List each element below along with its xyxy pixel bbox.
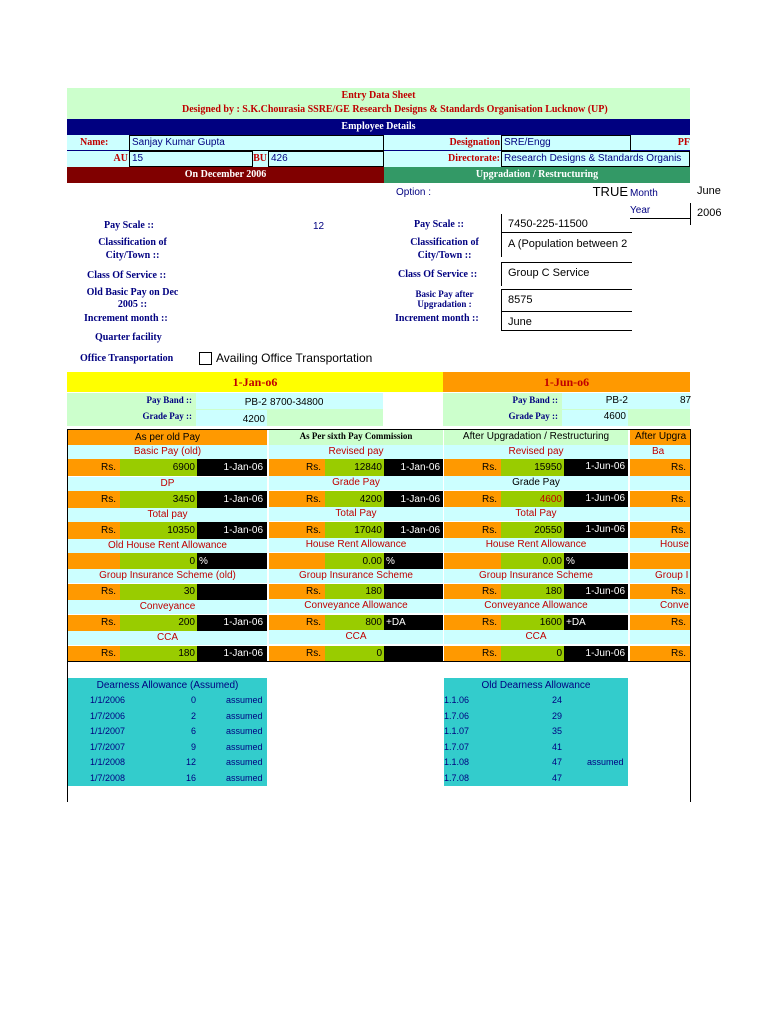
col1-dp-value: 3450 — [120, 491, 197, 508]
col1-hra-label: Old House Rent Allowance — [68, 539, 267, 553]
da-row-note — [587, 727, 632, 738]
col2-grade-rs: Rs. — [269, 491, 325, 508]
pay-band-code-right: PB-2 — [605, 395, 628, 406]
col3-grade-date: 1-Jun-06 — [564, 491, 628, 508]
da-row-value: 47 — [551, 757, 562, 767]
col3-conv-rs: Rs. — [444, 615, 501, 631]
da-row-value: 41 — [551, 741, 562, 752]
month-label: Month — [630, 188, 658, 199]
da-row-note — [587, 743, 632, 754]
col4-conv-rs: Rs. — [630, 615, 690, 631]
col2-grade-label: Grade Pay — [269, 476, 443, 490]
col4-basic-label: Ba — [630, 445, 690, 459]
col3-revised-label: Revised pay — [444, 445, 628, 459]
da-old-title: Old Dearness Allowance — [481, 680, 591, 691]
da-row-date: 1.7.07 — [444, 741, 470, 752]
month-value[interactable]: June — [697, 185, 721, 197]
col4-gis-rs: Rs. — [630, 584, 690, 600]
pay-band-code-left: PB-2 — [244, 397, 267, 408]
da-row-date: 1/1/2008 — [90, 757, 126, 767]
da-row-value: 35 — [551, 726, 562, 736]
col3-header: After Upgradation / Restructuring — [444, 430, 628, 445]
col3-total-date: 1-Jun-06 — [564, 522, 628, 539]
transport-checkbox[interactable] — [199, 352, 212, 365]
da-row-note: assumed — [226, 772, 263, 783]
da-row-note — [587, 774, 632, 785]
col2-hra-value: 0.00 — [325, 553, 384, 569]
col3-hra-label: House Rent Allowance — [444, 538, 628, 552]
increment-label-left: Increment month :: — [84, 313, 168, 324]
da-row-note — [587, 712, 632, 723]
col2-header: As Per sixth Pay Commission — [269, 430, 443, 445]
bu-label: BU — [253, 153, 267, 164]
col1-cca-value: 180 — [120, 646, 197, 661]
col2-cca-value: 0 — [325, 646, 384, 661]
col4-gis-label: Group I — [630, 569, 690, 583]
col4-row3-label — [630, 507, 690, 521]
quarter-label: Quarter facility — [95, 332, 162, 343]
col3-grade-rs: Rs. — [444, 491, 501, 508]
col3-hra-value: 0.00 — [501, 553, 564, 569]
da-row-value: 2 — [190, 710, 196, 721]
da-row-date: 1/1/2007 — [90, 726, 126, 736]
col1-gis-blank — [197, 584, 267, 600]
col3-gis-rs: Rs. — [444, 584, 501, 600]
option-label: Option : — [396, 187, 432, 198]
col3-total-value: 20550 — [501, 522, 564, 539]
col2-cca-label: CCA — [269, 630, 443, 644]
classification-label-right-2: City/Town :: — [417, 250, 472, 261]
designation-label: Designation — [449, 137, 500, 148]
col1-gis-rs: Rs. — [68, 584, 120, 600]
da-row-date: 1.1.08 — [444, 757, 470, 767]
col3-gis-label: Group Insurance Scheme — [444, 569, 628, 583]
col2-conv-value: 800 — [325, 615, 384, 631]
col3-conv-extra: +DA — [564, 615, 628, 631]
pay-scale-value-right[interactable]: 7450-225-11500 — [501, 214, 632, 233]
col4-row3-rs: Rs. — [630, 522, 690, 539]
col1-cca-label: CCA — [68, 631, 267, 645]
col2-total-rs: Rs. — [269, 522, 325, 539]
au-field[interactable]: 15 — [129, 151, 253, 167]
da-row-value: 0 — [190, 695, 196, 705]
da-row-note: assumed — [226, 695, 263, 705]
col1-conv-date: 1-Jan-06 — [197, 615, 267, 631]
pay-band-range-left: 8700-34800 — [270, 397, 324, 408]
directorate-label: Directorate: — [447, 153, 500, 164]
da-row-date: 1/1/2006 — [90, 695, 126, 705]
classification-value-right[interactable]: A (Population between 2 — [501, 233, 632, 257]
col1-conv-label: Conveyance — [68, 600, 267, 614]
da-frame-right-line — [690, 662, 691, 802]
col2-hra-rs — [269, 553, 325, 569]
col1-gis-value: 30 — [120, 584, 197, 600]
col1-hra-unit: % — [197, 553, 267, 569]
grade-pay-box-right: 4600 — [562, 410, 628, 426]
col2-cca-blank — [384, 646, 443, 661]
grade-pay-label-left: Grade Pay :: — [142, 411, 192, 421]
col1-conv-value: 200 — [120, 615, 197, 631]
col4-hra-rs — [630, 553, 690, 569]
col3-revised-rs: Rs. — [444, 459, 501, 476]
da-row-value: 9 — [190, 741, 196, 752]
col4-row7-label — [630, 630, 690, 644]
increment-value-right[interactable]: June — [501, 311, 632, 331]
da-row-date: 1.7.08 — [444, 772, 470, 783]
col1-total-value: 10350 — [120, 522, 197, 539]
col2-gis-value: 180 — [325, 584, 384, 600]
col3-hra-unit: % — [564, 553, 628, 569]
sheet-title: Entry Data Sheet — [341, 90, 416, 101]
designation-field[interactable]: SRE/Engg — [501, 135, 631, 151]
old-basic-label-1: Old Basic Pay on Dec — [86, 287, 179, 298]
pay-band-label-right: Pay Band :: — [512, 395, 558, 405]
year-divider — [630, 218, 690, 219]
employee-details-bar: Employee Details — [67, 119, 690, 135]
designed-by: Designed by : S.K.Chourasia SSRE/GE Research Designs & Standards Organisation Lucknow (UP) — [182, 104, 608, 115]
da-row-note: assumed — [226, 757, 263, 767]
col1-basic-rs: Rs. — [68, 459, 120, 476]
band-left-date: 1-Jan-o6 — [67, 372, 443, 392]
da-row-date: 1/7/2008 — [90, 772, 126, 783]
col1-cca-date: 1-Jan-06 — [197, 646, 267, 661]
year-label: Year — [630, 205, 651, 216]
col2-cca-rs: Rs. — [269, 646, 325, 661]
col3-total-rs: Rs. — [444, 522, 501, 539]
col1-basic-date: 1-Jan-06 — [197, 459, 267, 476]
col3-grade-value: 4600 — [501, 491, 564, 508]
class-service-value-right[interactable]: Group C Service — [501, 262, 632, 286]
basic-after-label-1: Basic Pay after — [415, 289, 474, 299]
col3-cca-date: 1-Jun-06 — [564, 646, 628, 661]
col4-row2-rs: Rs. — [630, 491, 690, 508]
year-value[interactable]: 2006 — [697, 207, 722, 219]
name-field[interactable]: Sanjay Kumar Gupta — [129, 135, 384, 151]
col3-cca-rs: Rs. — [444, 646, 501, 661]
col3-cca-label: CCA — [444, 630, 628, 644]
classification-label-left-1: Classification of — [98, 237, 167, 248]
col2-total-date: 1-Jan-06 — [384, 522, 443, 539]
col1-basic-label: Basic Pay (old) — [68, 445, 267, 459]
col1-header: As per old Pay — [68, 430, 267, 445]
da-row-value: 16 — [185, 772, 196, 783]
directorate-field[interactable]: Research Designs & Standards Organis — [501, 151, 690, 167]
col3-grade-label: Grade Pay — [444, 476, 628, 490]
col4-conv-label: Conve — [630, 599, 690, 613]
col3-conv-label: Conveyance Allowance — [444, 599, 628, 613]
classification-label-right-1: Classification of — [410, 237, 479, 248]
col3-conv-value: 1600 — [501, 615, 564, 631]
col2-total-label: Total Pay — [269, 507, 443, 521]
grade-pay-box-left: 4200 — [196, 410, 267, 426]
col2-conv-rs: Rs. — [269, 615, 325, 631]
da-assumed-title: Dearness Allowance (Assumed) — [96, 680, 239, 691]
col1-dp-date: 1-Jan-06 — [197, 491, 267, 508]
col2-gis-rs: Rs. — [269, 584, 325, 600]
col4-header: After Upgra — [630, 430, 690, 445]
increment-label-right: Increment month :: — [395, 313, 479, 324]
col2-conv-extra: +DA — [384, 615, 443, 631]
name-label: Name: — [80, 137, 109, 148]
au-label: AU — [113, 153, 128, 164]
old-basic-label-2: 2005 :: — [117, 299, 148, 310]
col1-total-rs: Rs. — [68, 522, 120, 539]
section-upgradation: Upgradation / Restructuring — [384, 167, 690, 183]
col2-hra-unit: % — [384, 553, 443, 569]
da-row-value: 24 — [551, 695, 562, 705]
pay-scale-label-left: Pay Scale :: — [104, 220, 154, 231]
col3-cca-value: 0 — [501, 646, 564, 661]
pay-scale-label-right: Pay Scale :: — [414, 219, 464, 230]
option-value[interactable]: TRUE — [592, 184, 628, 199]
pay-band-label-left: Pay Band :: — [146, 395, 192, 405]
class-service-label-right: Class Of Service :: — [398, 269, 478, 280]
da-row-note — [587, 696, 632, 707]
col2-total-value: 17040 — [325, 522, 384, 539]
col3-hra-rs — [444, 553, 501, 569]
da-row-date: 1.7.06 — [444, 710, 470, 721]
col2-conv-label: Conveyance Allowance — [269, 599, 443, 613]
col2-revised-rs: Rs. — [269, 459, 325, 476]
da-row-note: assumed — [226, 710, 263, 721]
col1-hra-value[interactable]: 0 — [120, 553, 197, 569]
pay-band-range-right: 87 — [680, 395, 692, 406]
pay-scale-value-left[interactable]: 12 — [313, 221, 325, 232]
da-row-note: assumed — [226, 741, 263, 752]
band-right-date: 1-Jun-o6 — [443, 372, 690, 392]
col4-basic-rs: Rs. — [630, 459, 690, 476]
col3-gis-value: 180 — [501, 584, 564, 600]
basic-after-label-2: Upgradation : — [417, 299, 472, 309]
col4-row2-label — [630, 476, 690, 490]
da-row-note: assumed — [587, 757, 624, 767]
col4-cca-rs: Rs. — [630, 646, 690, 661]
da-row-value: 47 — [551, 772, 562, 783]
bu-field[interactable]: 426 — [268, 151, 384, 167]
basic-after-value[interactable]: 8575 — [501, 289, 632, 311]
classification-label-left-2: City/Town :: — [105, 250, 160, 261]
pf-label: PF — [677, 137, 690, 148]
col2-gis-blank — [384, 584, 443, 600]
col2-hra-label: House Rent Allowance — [269, 538, 443, 552]
col2-gis-label: Group Insurance Scheme — [269, 569, 443, 583]
col1-total-date: 1-Jan-06 — [197, 522, 267, 539]
da-row-date: 1.1.07 — [444, 726, 470, 736]
da-row-note: assumed — [226, 726, 263, 736]
transport-checkbox-label[interactable]: Availing Office Transportation — [216, 351, 373, 365]
col4-hra-label: House — [630, 538, 690, 552]
year-box-border — [690, 203, 691, 225]
col1-total-label: Total pay — [68, 508, 267, 522]
da-row-date: 1.1.06 — [444, 695, 470, 705]
col2-revised-date: 1-Jan-06 — [384, 459, 443, 476]
col2-revised-value: 12840 — [325, 459, 384, 476]
class-service-label-left: Class Of Service :: — [87, 270, 167, 281]
col2-grade-date: 1-Jan-06 — [384, 491, 443, 508]
col1-hra-rs — [68, 553, 120, 569]
col1-basic-value[interactable]: 6900 — [120, 459, 197, 476]
col3-total-label: Total Pay — [444, 507, 628, 521]
col1-cca-rs: Rs. — [68, 646, 120, 661]
da-row-date: 1/7/2006 — [90, 710, 126, 721]
col2-revised-label: Revised pay — [269, 445, 443, 459]
transport-label: Office Transportation — [80, 353, 174, 364]
col3-revised-value: 15950 — [501, 459, 564, 476]
da-row-value: 29 — [551, 710, 562, 721]
col3-gis-date: 1-Jun-06 — [564, 584, 628, 600]
col2-grade-value: 4200 — [325, 491, 384, 508]
da-row-value: 6 — [190, 726, 196, 736]
da-row-date: 1/7/2007 — [90, 741, 126, 752]
col1-conv-rs: Rs. — [68, 615, 120, 631]
section-on-december: On December 2006 — [67, 167, 384, 183]
grade-pay-label-right: Grade Pay :: — [508, 411, 558, 421]
da-row-value: 12 — [185, 757, 196, 767]
col1-dp-rs: Rs. — [68, 491, 120, 508]
col1-dp-label: DP — [68, 477, 267, 491]
col1-gis-label: Group Insurance Scheme (old) — [68, 569, 267, 583]
col3-revised-date: 1-Jun-06 — [564, 459, 628, 476]
